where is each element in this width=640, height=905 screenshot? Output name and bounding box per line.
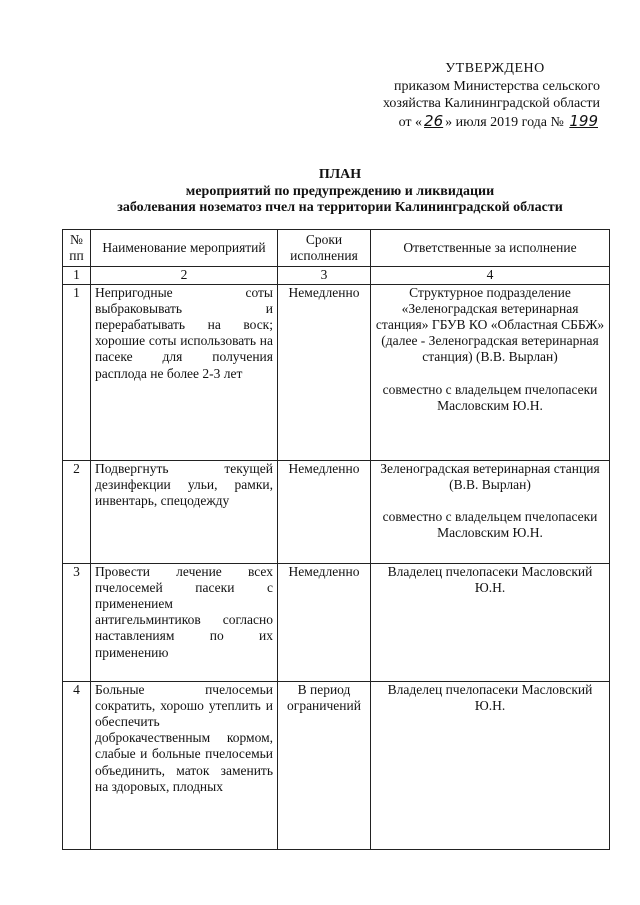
title-line-1: ПЛАН [318, 167, 362, 182]
approval-stamp [330, 60, 600, 131]
header-num: № пп [63, 230, 91, 267]
approval-date-day: 26 [424, 111, 444, 130]
row-num: 1 [63, 284, 91, 460]
table-header-row [63, 230, 610, 267]
approval-line-2: хозяйства Калининградской области [382, 96, 600, 111]
header-responsible: Ответственные за исполнение [371, 230, 610, 267]
row-action: Больные пчелосемьи сократить, хорошо утеплить и обеспечить доброкачественным кормом, слабые и больные пчелосемьи объединить, маток заменить на здоровых, плодных [91, 681, 278, 849]
plan-table [62, 229, 610, 850]
approval-date-middle: » июля 2019 года № [445, 114, 564, 130]
title-line-3: заболевания нозематоз пчел на территории Калининградской области [117, 200, 563, 215]
row-num: 4 [63, 681, 91, 849]
col-number: 3 [278, 267, 371, 284]
row-responsible [371, 681, 610, 849]
row-responsible [371, 460, 610, 563]
row-num: 3 [63, 563, 91, 681]
title-line-2: мероприятий по предупреждению и ликвидации [185, 183, 495, 199]
row-responsible [371, 284, 610, 460]
approval-heading: УТВЕРЖДЕНО [445, 61, 545, 76]
header-terms: Сроки исполнения [278, 230, 371, 267]
row-action: Провести лечение всех пчелосемей пасеки с применением антигельминтиков согласно наставлениям по их применению [91, 563, 278, 681]
approval-line-1: приказом Министерства сельского [394, 78, 600, 94]
column-number-row [63, 267, 610, 284]
responsible-main: Зеленоградская ветеринарная станция (В.В. Вырлан) [380, 460, 600, 492]
row-num: 2 [63, 460, 91, 563]
table-row [63, 284, 610, 460]
approval-date-line [330, 113, 600, 132]
col-number: 4 [371, 267, 610, 284]
table-row [63, 460, 610, 563]
col-number: 1 [63, 267, 91, 284]
document-title [40, 167, 640, 217]
approval-date-prefix: от « [398, 114, 423, 130]
table-row [63, 563, 610, 681]
row-term: Немедленно [278, 284, 371, 460]
approval-order-number: 199 [569, 111, 598, 130]
row-responsible [371, 563, 610, 681]
header-name: Наименование мероприятий [91, 230, 278, 267]
row-term: Немедленно [278, 563, 371, 681]
responsible-main: Владелец пчелопасеки Масловский Ю.Н. [387, 563, 593, 595]
row-action: Подвергнуть текущей дезинфекции ульи, рамки, инвентарь, спецодежду [91, 460, 278, 563]
responsible-joint: совместно с владельцем пчелопасеки Масловским Ю.Н. [382, 509, 598, 541]
responsible-main: Структурное подразделение «Зеленоградская ветеринарная станция» ГБУВ КО «Областная СББЖ» (далее - Зеленоградская ветеринарная станция) (В.В. Вырлан) [375, 284, 605, 365]
table-row [63, 681, 610, 849]
row-action: Непригодные соты выбраковывать и перерабатывать на воск; хорошие соты использовать на пасеке для получения расплода не более 2-3 лет [91, 284, 278, 460]
row-term: Немедленно [278, 460, 371, 563]
col-number: 2 [91, 267, 278, 284]
responsible-joint: совместно с владельцем пчелопасеки Масловским Ю.Н. [382, 381, 598, 413]
responsible-main: Владелец пчелопасеки Масловский Ю.Н. [387, 681, 593, 713]
row-term: В период ограничений [278, 681, 371, 849]
